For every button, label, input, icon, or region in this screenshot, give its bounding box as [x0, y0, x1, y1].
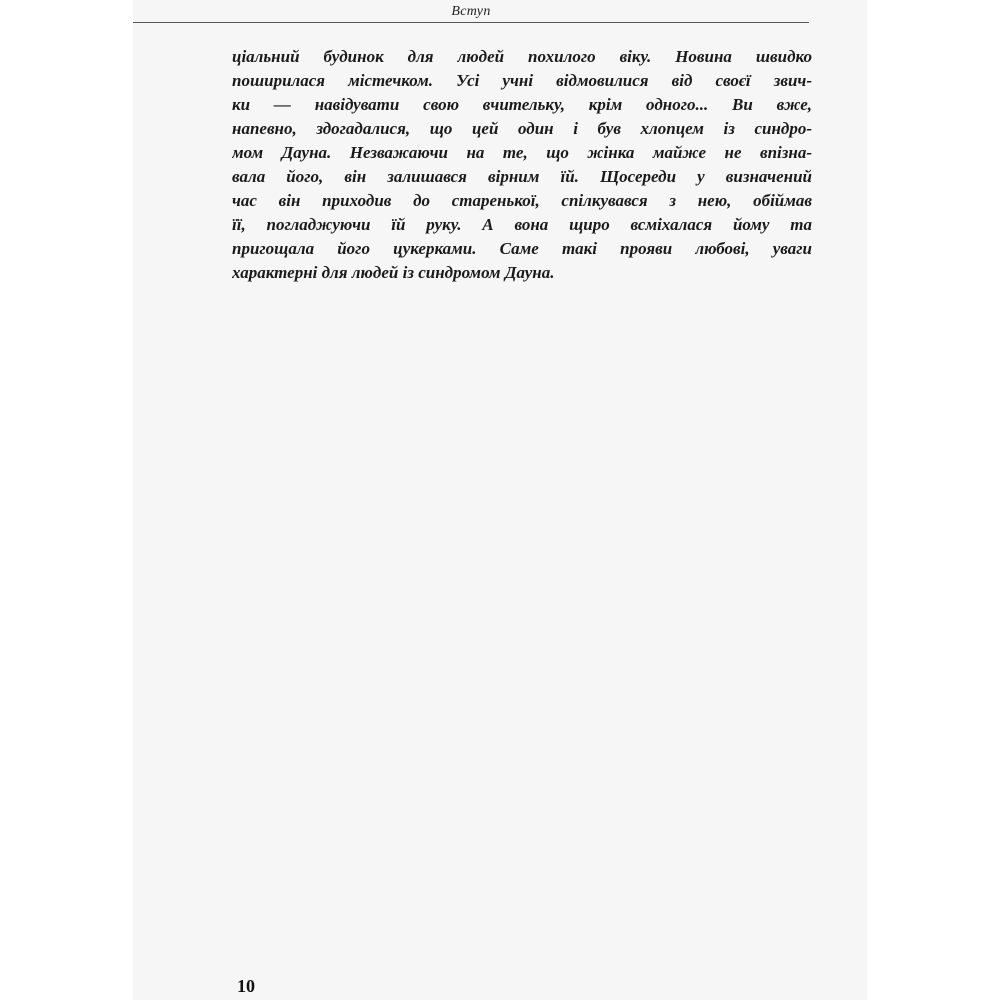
text-line: поширилася містечком. Усі учні відмовилися від своєї звич-: [232, 71, 812, 90]
text-line: мом Дауна. Незважаючи на те, що жінка майже не впізна-: [232, 143, 812, 162]
text-line: вала його, він залишався вірним їй. Щосереди у визначений: [232, 167, 812, 186]
text-line: напевно, здогадалися, що цей один і був хлопцем із синдро-: [232, 119, 812, 138]
running-head-title: Вступ: [451, 4, 491, 19]
header-rule: [133, 22, 809, 23]
text-line: пригощала його цукерками. Саме такі прояви любові, уваги: [232, 239, 812, 258]
text-line: характерні для людей із синдромом Дауна.: [232, 263, 555, 282]
text-line: ціальний будинок для людей похилого віку. Новина швидко: [232, 47, 812, 66]
body-paragraph: [232, 45, 812, 285]
text-line: її, погладжуючи їй руку. А вона щиро всміхалася йому та: [232, 215, 812, 234]
page-number: 10: [237, 976, 255, 996]
text-line: ки — навідувати свою вчительку, крім одного... Ви вже,: [232, 95, 812, 114]
text-line: час він приходив до старенької, спілкувався з нею, обіймав: [232, 191, 812, 210]
book-page: [133, 0, 867, 1000]
